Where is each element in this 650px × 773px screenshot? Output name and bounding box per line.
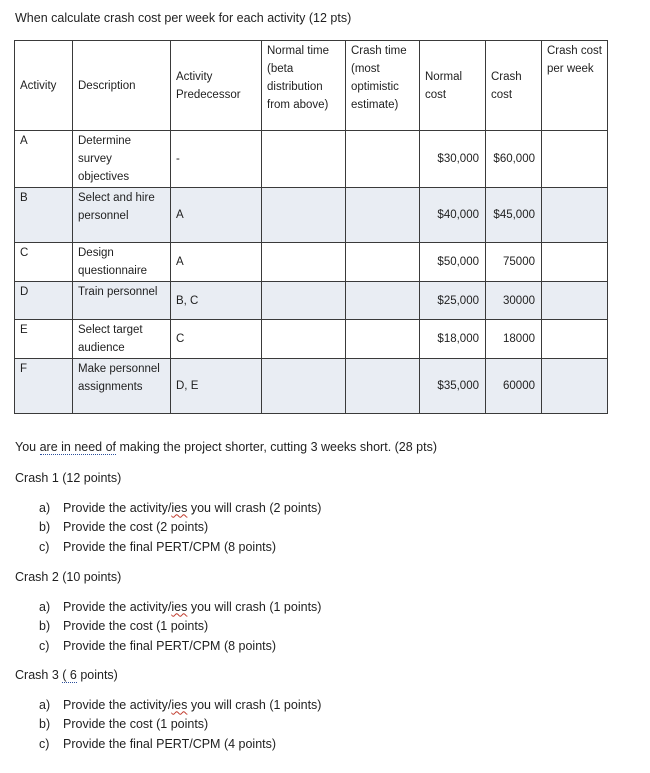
cell-crash-time[interactable] <box>346 243 420 282</box>
cell-normal-cost: $18,000 <box>420 320 486 359</box>
table-row <box>15 359 608 414</box>
cell-normal-time[interactable] <box>262 282 346 320</box>
header-normal-time: Normal time (beta distribution from above) <box>262 41 346 131</box>
cell-predecessor: B, C <box>171 282 262 320</box>
cell-crash-cost-per-week[interactable] <box>542 359 608 414</box>
list-item: b) Provide the cost (1 points) <box>39 619 209 633</box>
cell-crash-cost-per-week[interactable] <box>542 320 608 359</box>
cell-activity: C <box>15 243 73 282</box>
list-item: c) Provide the final PERT/CPM (8 points) <box>39 539 277 554</box>
list-item: a) Provide the activity/ies you will crash (1 points) <box>39 697 322 712</box>
intro-underlined: are in need of <box>39 440 117 454</box>
crash2-list <box>15 598 321 657</box>
list-item: c) Provide the final PERT/CPM (4 points) <box>39 736 277 751</box>
cell-activity: D <box>15 282 73 320</box>
table-header-row <box>15 41 608 131</box>
cell-description: Design questionnaire <box>73 243 171 282</box>
list-item: a) Provide the activity/ies you will crash (1 points) <box>39 599 322 614</box>
cell-crash-cost: 18000 <box>486 320 542 359</box>
header-predecessor: Activity Predecessor <box>171 41 262 131</box>
cell-crash-time[interactable] <box>346 359 420 414</box>
cell-description: Train personnel <box>73 282 171 320</box>
cell-normal-cost: $30,000 <box>420 131 486 188</box>
header-crash-cost-per-week: Crash cost per week <box>542 41 608 131</box>
cell-normal-time[interactable] <box>262 359 346 414</box>
cell-crash-time[interactable] <box>346 282 420 320</box>
cell-crash-cost: $60,000 <box>486 131 542 188</box>
cell-normal-time[interactable] <box>262 243 346 282</box>
cell-description: Select and hire personnel <box>73 188 171 243</box>
table-row <box>15 131 608 188</box>
cell-crash-time[interactable] <box>346 320 420 359</box>
cell-crash-time[interactable] <box>346 131 420 188</box>
cell-normal-cost: $35,000 <box>420 359 486 414</box>
cell-predecessor: - <box>171 131 262 188</box>
table-row <box>15 282 608 320</box>
list-item: b) Provide the cost (2 points) <box>39 520 209 534</box>
cell-activity: E <box>15 320 73 359</box>
cell-predecessor: D, E <box>171 359 262 414</box>
crash3-list <box>15 696 321 755</box>
crash1-title: Crash 1 (12 points) <box>15 471 122 485</box>
cell-description: Make personnel assignments <box>73 359 171 414</box>
cell-activity: F <box>15 359 73 414</box>
table-row <box>15 188 608 243</box>
assignment-heading: When calculate crash cost per week for each activity (12 pts) <box>15 11 352 25</box>
header-normal-cost: Normal cost <box>420 41 486 131</box>
intro-prefix: You <box>15 440 40 454</box>
crash2-section <box>15 568 321 656</box>
crash-cost-table <box>14 40 608 414</box>
cell-crash-cost-per-week[interactable] <box>542 282 608 320</box>
crash1-list <box>15 499 321 558</box>
cell-activity: A <box>15 131 73 188</box>
cell-normal-time[interactable] <box>262 188 346 243</box>
cell-normal-cost: $50,000 <box>420 243 486 282</box>
intro-suffix: making the project shorter, cutting 3 weeks short. (28 pts) <box>116 440 438 454</box>
cell-predecessor: C <box>171 320 262 359</box>
cell-crash-cost-per-week[interactable] <box>542 243 608 282</box>
cell-crash-time[interactable] <box>346 188 420 243</box>
list-item: c) Provide the final PERT/CPM (8 points) <box>39 638 277 653</box>
cell-crash-cost: 30000 <box>486 282 542 320</box>
cell-crash-cost: 75000 <box>486 243 542 282</box>
cell-description: Select target audience <box>73 320 171 359</box>
cell-crash-cost-per-week[interactable] <box>542 131 608 188</box>
list-item: a) Provide the activity/ies you will crash (2 points) <box>39 500 322 515</box>
cell-predecessor: A <box>171 243 262 282</box>
cell-predecessor: A <box>171 188 262 243</box>
cell-crash-cost: 60000 <box>486 359 542 414</box>
crash1-section <box>15 469 321 557</box>
header-activity: Activity <box>15 41 73 131</box>
cell-normal-cost: $25,000 <box>420 282 486 320</box>
cell-description: Determine survey objectives <box>73 131 171 188</box>
crash2-title: Crash 2 (10 points) <box>15 570 122 584</box>
header-crash-time: Crash time (most optimistic estimate) <box>346 41 420 131</box>
header-crash-cost: Crash cost <box>486 41 542 131</box>
cell-normal-cost: $40,000 <box>420 188 486 243</box>
cell-crash-cost-per-week[interactable] <box>542 188 608 243</box>
crash3-section <box>15 666 321 754</box>
cell-activity: B <box>15 188 73 243</box>
table-row <box>15 243 608 282</box>
intro-paragraph <box>15 438 437 458</box>
cell-crash-cost: $45,000 <box>486 188 542 243</box>
list-item: b) Provide the cost (1 points) <box>39 717 209 731</box>
cell-normal-time[interactable] <box>262 320 346 359</box>
cell-normal-time[interactable] <box>262 131 346 188</box>
table-row <box>15 320 608 359</box>
crash3-title: Crash 3 ( 6 points) <box>15 668 118 682</box>
header-description: Description <box>73 41 171 131</box>
